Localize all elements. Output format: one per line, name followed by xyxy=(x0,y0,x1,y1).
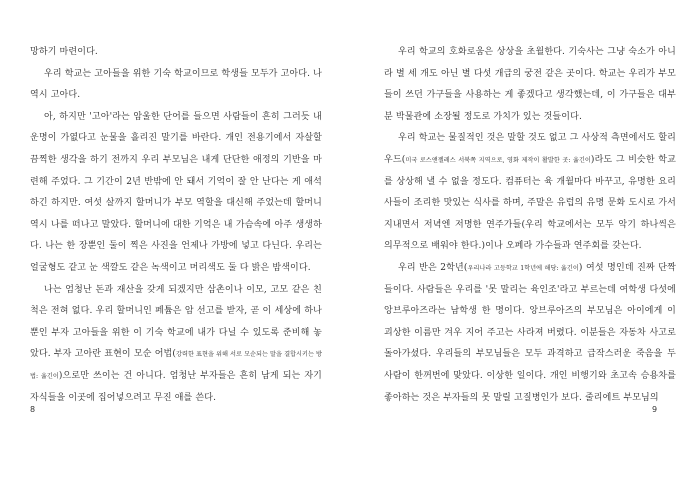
translator-note: 강력한 표현을 위해 서로 모순되는 말을 결합시키는 방법: 옮긴이 xyxy=(30,351,323,380)
translator-note: 우리나라 고등학교 1학년에 해당: 옮긴이 xyxy=(467,264,579,272)
right-page-number: 9 xyxy=(652,405,658,414)
paragraph-text: 아, 하지만 '고아'라는 암울한 단어를 들으면 사람들이 흔히 그러듯 내 운명이 가엾다고 눈물을 흘리진 말기를 바란다. 개인 전용기에서 자살할 끔찍한 생각을 하기 전까지 우리 부모님은 내게 단단한 애정의 기반을 마련해 주었다. 그 기간이 2년 반밖에 안 돼서 기억이 잘 안 난다는 게 애석하긴 하지만. 여섯 살까지 할머니가 부모 역할을 대신해 주었는데 할머니 역시 나를 떠나고 말았다. 할머니에 대한 기억은 내 가슴속에 아주 생생하다. 나는 한 장뿐인 둘이 찍은 사진을 언제나 가방에 넣고 다닌다. 우리는 얼굴형도 같고 눈 색깔도 같은 녹색이고 머리색도 둘 다 밝은 밤색이다. xyxy=(30,111,322,273)
body-paragraph xyxy=(30,42,322,64)
body-paragraph xyxy=(30,280,322,410)
body-paragraph xyxy=(384,258,676,409)
body-paragraph xyxy=(30,64,322,107)
left-page-number: 8 xyxy=(30,405,36,414)
paragraph-text: )으로만 쓰이는 건 아니다. 엄청난 부자들은 흔히 남게 되는 자기 자식들을 이곳에 집어넣으려고 무진 애를 쓴다. xyxy=(30,370,323,403)
paragraph-text: 나는 엄청난 돈과 재산을 갖게 되겠지만 삼촌이나 이모, 고모 같은 친척은 전혀 없다. 우리 할머니인 페튬은 암 선고를 받자, 곧 이 세상에 하나뿐인 부자 고아들을 위한 이 기숙 학교에 내가 다닐 수 있도록 준비해 놓았다. 부자 고아란 표현이 모순 어법( xyxy=(30,284,322,360)
paragraph-text: 우리 반은 2학년( xyxy=(398,262,468,273)
body-paragraph xyxy=(30,107,322,280)
paragraph-text: 우리 학교는 고아들을 위한 기숙 학교이므로 학생들 모두가 고아다. 나 역시 고아다. xyxy=(30,68,322,101)
body-paragraph xyxy=(384,128,676,258)
paragraph-text: 우리 학교의 호화로움은 상상을 초월한다. 기숙사는 그냥 숙소가 아니라 별 세 개도 아닌 별 다섯 개급의 궁전 같은 곳이다. 학교는 우리가 부모들이 쓰던 가구들을 사용하는 게 좋겠다고 생각했는데, 이 가구들은 대부분 박물관에 소장될 정도로 가치가 있는 것들이다. xyxy=(384,47,676,122)
translator-note: 미국 로스앤젤레스 서북쪽 지역으로, 영화 제작이 활발한 곳: 옮긴이 xyxy=(405,156,591,164)
body-paragraph xyxy=(384,42,676,128)
paragraph-text: )라도 그 비슷한 학교를 상상해 낼 수 없을 정도다. 컴퓨터는 육 개월마다 바꾸고, 유명한 요리사들이 조리한 맛있는 식사를 하며, 주말은 유럽의 유명 문화 도시로 가서 지내면서 저녁엔 저명한 연주가들(우리 학교에서는 모두 악기 하나씩은 의무적으로 배워야 한다.)이나 오페라 가수들과 연주회를 갖는다. xyxy=(384,154,676,252)
paragraph-text: 우리 학교는 물질적인 것은 말할 것도 없고 그 사상적 측면에서도 할리우드( xyxy=(384,133,676,165)
paragraph-text: ) 여섯 명인데 진짜 단짝들이다. 사람들은 우리를 '못 말리는 육인조'라고 부르는데 여학생 다섯에 앙브루아즈라는 남학생 한 명이다. 앙브루아즈의 부모님은 아이에게 이 괴상한 이름만 겨우 지어 주고는 사라져 버렸다. 이분들은 자동차 사고로 돌아가셨다. 우리들의 부모님들은 모두 과격하고 급작스러운 죽음을 두 사람이 한꺼번에 맞았다. 이상한 일이다. 개인 비행기와 초고속 승용차를 좋아하는 것은 부자들의 못 말릴 고질병인가 보다. 줄리에트 부모님의 xyxy=(384,262,676,403)
left-page xyxy=(30,42,322,409)
right-page xyxy=(384,42,676,409)
paragraph-text: 망하기 마련이다. xyxy=(30,47,98,57)
